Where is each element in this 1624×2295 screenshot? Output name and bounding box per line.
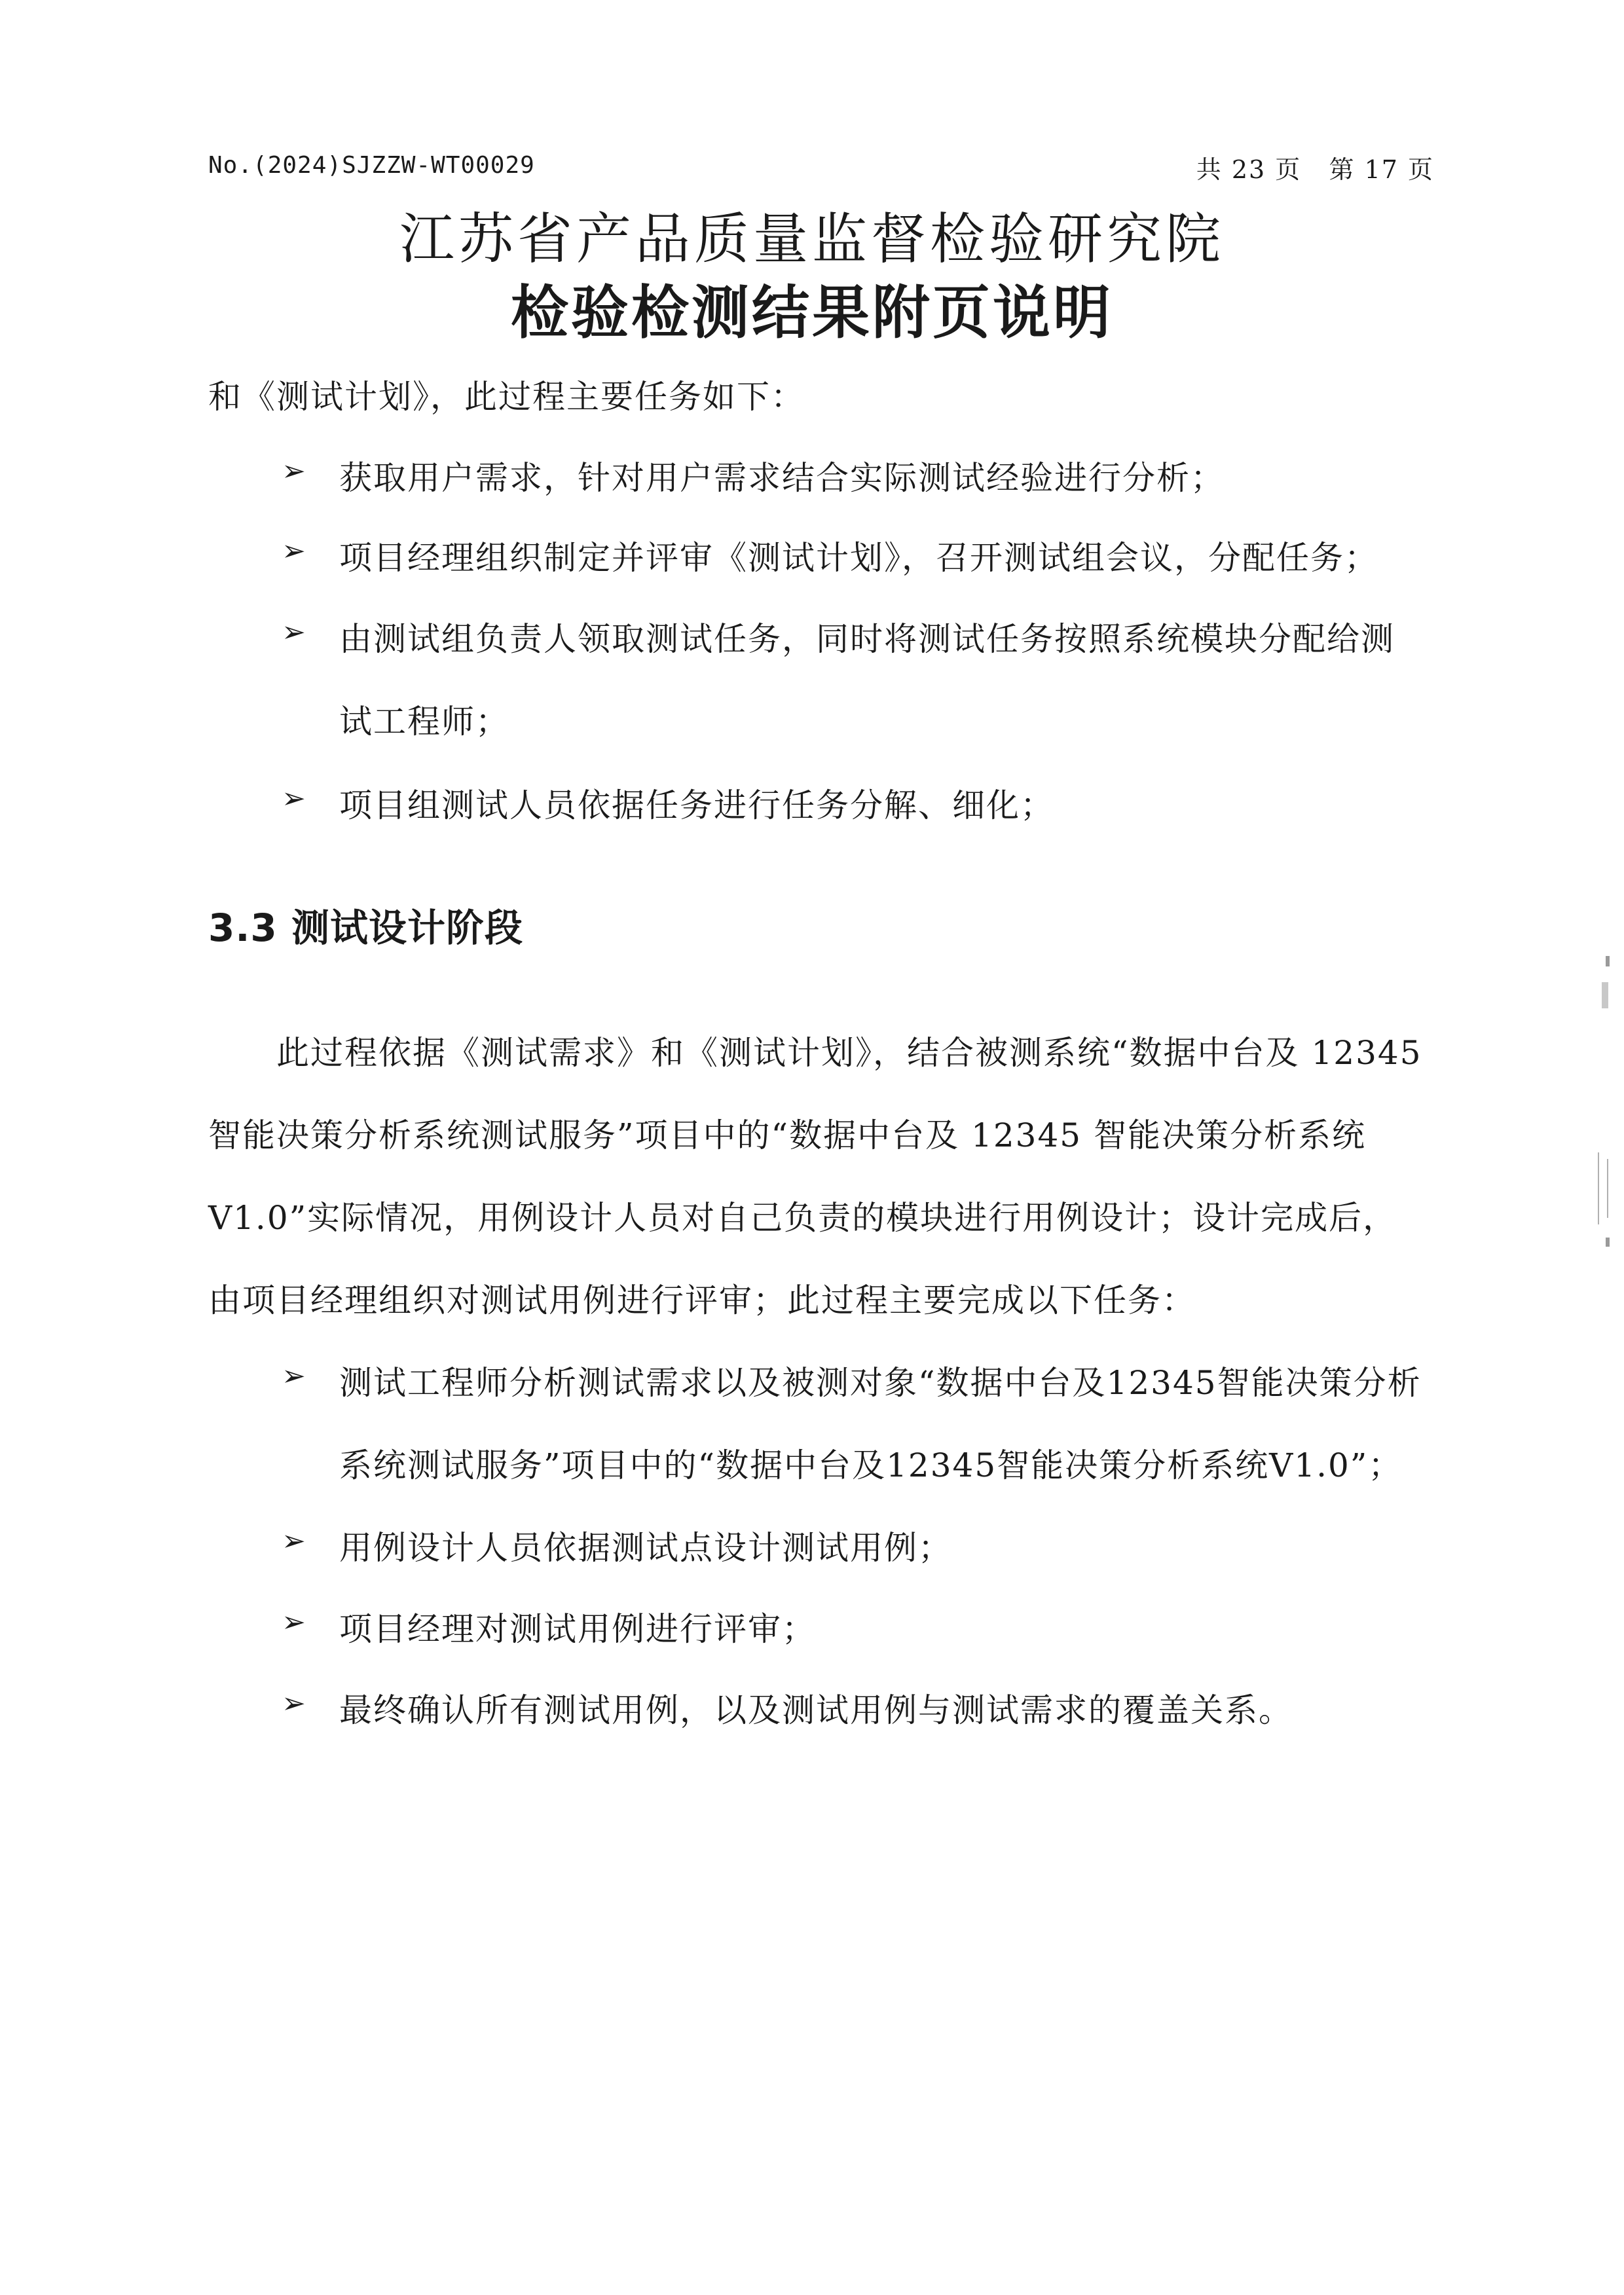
bullet-arrow-icon: ➢ [282,782,306,815]
list-item: 项目经理对测试用例进行评审； [339,1610,816,1648]
scan-mark [1606,956,1610,966]
list-item-continuation: 试工程师； [339,703,509,741]
list-item: 测试工程师分析测试需求以及被测对象“数据中台及12345智能决策分析 [339,1364,1422,1402]
document-subtitle: 检验检测结果附页说明 [510,279,1113,346]
bullet-arrow-icon: ➢ [282,454,306,488]
bullet-arrow-icon: ➢ [282,1606,306,1639]
section-heading: 3.3 测试设计阶段 [208,906,523,950]
institute-title: 江苏省产品质量监督检验研究院 [399,207,1225,271]
intro-line: 和《测试计划》，此过程主要任务如下： [208,378,805,416]
paragraph-line: 此过程依据《测试需求》和《测试计划》，结合被测系统“数据中台及 12345 [208,1034,1422,1072]
scan-mark [1606,1238,1610,1247]
bullet-arrow-icon: ➢ [282,534,306,568]
scan-mark [1602,982,1608,1008]
list-item-continuation: 系统测试服务”项目中的“数据中台及12345智能决策分析系统V1.0”； [339,1446,1403,1484]
page-info: 共 23 页 第 17 页 [1196,155,1434,184]
report-number: No.(2024)SJZZW-WT00029 [208,152,535,179]
list-item: 项目经理组织制定并评审《测试计划》，召开测试组会议，分配任务； [339,539,1378,577]
paragraph-line: V1.0”实际情况，用例设计人员对自己负责的模块进行用例设计；设计完成后， [208,1199,1397,1237]
paragraph-line: 智能决策分析系统测试服务”项目中的“数据中台及 12345 智能决策分析系统 [208,1116,1366,1154]
bullet-arrow-icon: ➢ [282,1687,306,1720]
paragraph-line: 由项目经理组织对测试用例进行评审；此过程主要完成以下任务： [208,1281,1196,1319]
list-item: 用例设计人员依据测试点设计测试用例； [339,1529,952,1567]
bullet-arrow-icon: ➢ [282,1359,306,1393]
list-item: 最终确认所有测试用例，以及测试用例与测试需求的覆盖关系。 [339,1691,1293,1729]
list-item: 项目组测试人员依据任务进行任务分解、细化； [339,786,1054,824]
scan-mark [1598,1152,1599,1224]
scan-mark [1607,1159,1608,1218]
bullet-arrow-icon: ➢ [282,1524,306,1558]
list-item: 获取用户需求，针对用户需求结合实际测试经验进行分析； [339,459,1225,497]
list-item: 由测试组负责人领取测试任务，同时将测试任务按照系统模块分配给测 [339,620,1395,658]
bullet-arrow-icon: ➢ [282,615,306,649]
